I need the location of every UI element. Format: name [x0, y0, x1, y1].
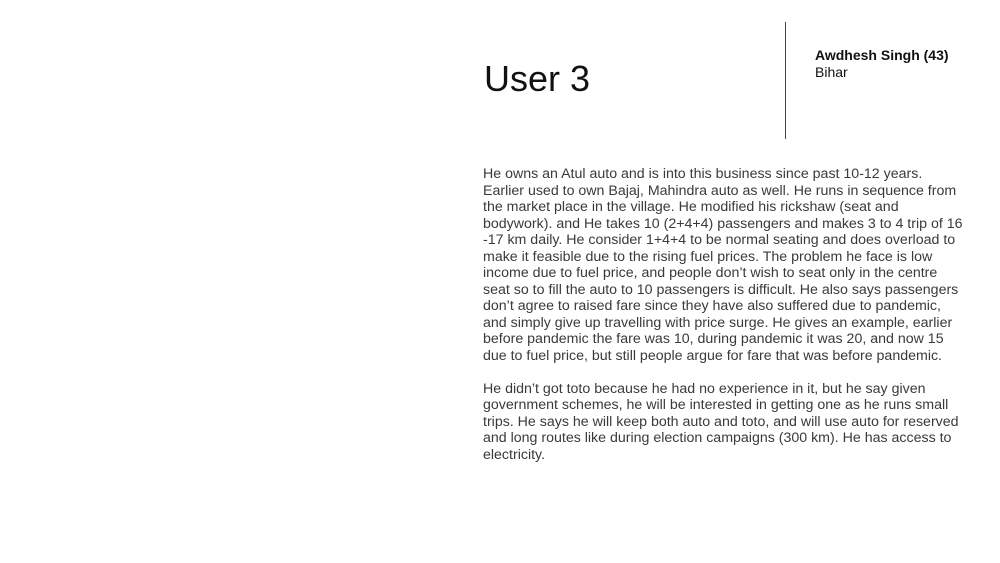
interview-notes	[483, 166, 963, 480]
paragraph: He didn’t got toto because he had no experience in it, but he say given government schemes, he will be interested in getting one as he runs small trips. He says he will keep both auto and toto, and will use auto for reserved and long routes like during election campaigns (300 km). He has access to electricity.	[483, 380, 959, 463]
user-region: Bihar	[815, 64, 848, 80]
user-name: Awdhesh Singh (43)	[815, 47, 949, 63]
slide-title: User 3	[484, 58, 591, 99]
user-profile	[815, 47, 990, 81]
paragraph: He owns an Atul auto and is into this business since past 10-12 years. Earlier used to own Bajaj, Mahindra auto as well. He runs in sequence from the market place in the village. He modified his rickshaw (seat and bodywork). and He takes 10 (2+4+4) passengers and makes 3 to 4 trip of 16 -17 km daily. He consider 1+4+4 to be normal seating and does overload to make it feasible due to the rising fuel prices. The problem he face is low income due to fuel price, and people don’t wish to seat only in the centre seat so to fill the auto to 10 passengers is difficult. He also says passengers don’t agree to raised fare since they have also suffered due to pandemic, and simply give up travelling with price surge. He gives an example, earlier before pandemic the fare was 10, during pandemic it was 20, and now 15 due to fuel price, but still people argue for fare that was before pandemic.	[483, 166, 963, 364]
vertical-divider	[785, 22, 786, 139]
